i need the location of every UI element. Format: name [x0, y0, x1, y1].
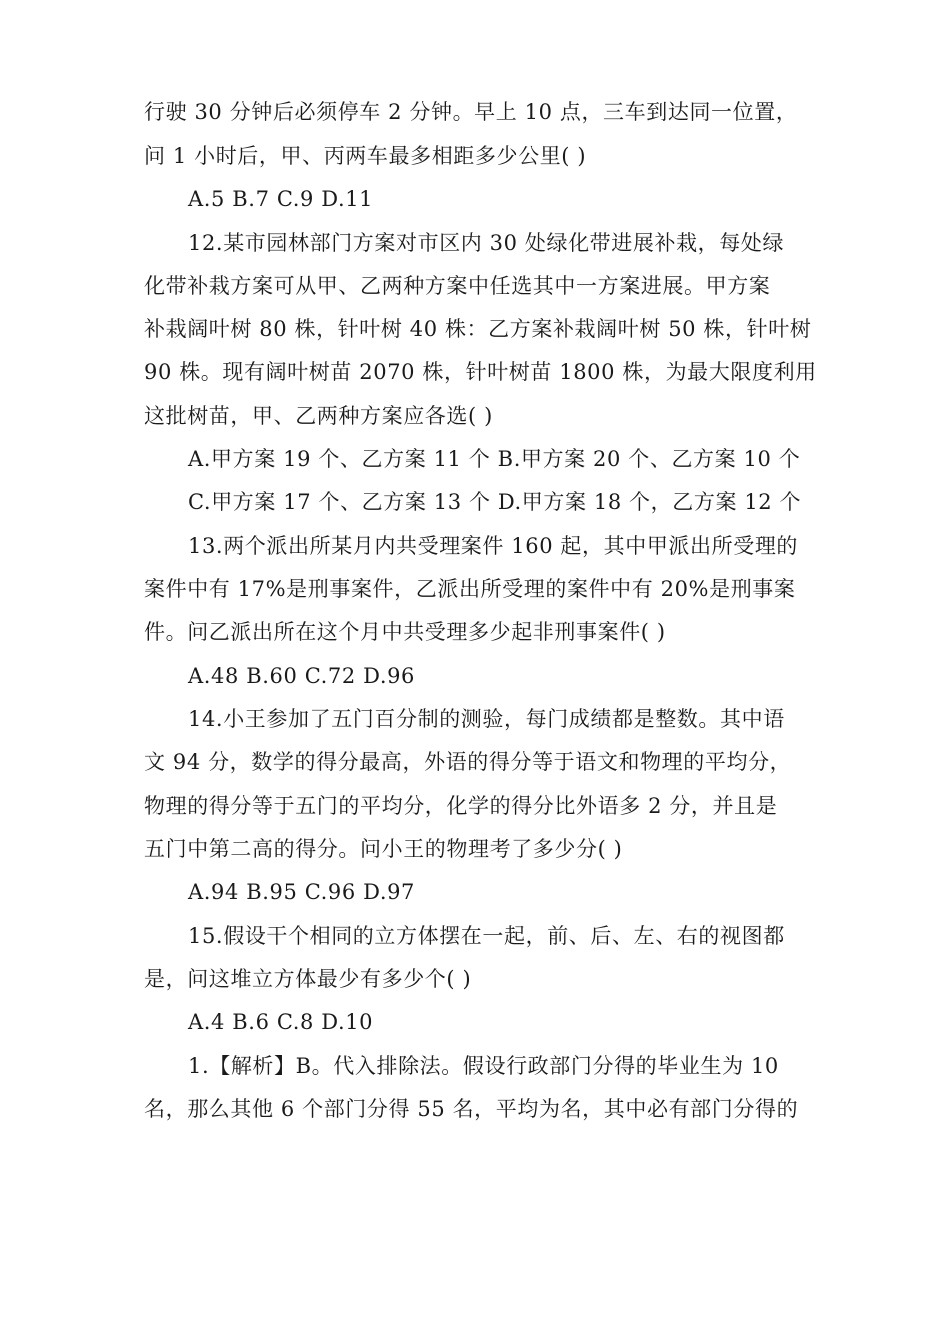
text-line: 问 1 小时后，甲、丙两车最多相距多少公里( )	[144, 144, 587, 168]
answer-options: A.94 B.95 C.96 D.97	[188, 880, 416, 904]
text-line: 是，问这堆立方体最少有多少个( )	[144, 967, 472, 991]
text-line: 补栽阔叶树 80 株，针叶树 40 株：乙方案补栽阔叶树 50 株，针叶树	[144, 317, 812, 341]
question-13-start: 13.两个派出所某月内共受理案件 160 起，其中甲派出所受理的	[188, 534, 799, 558]
text-line: 这批树苗，甲、乙两种方案应各选( )	[144, 404, 493, 428]
solution-1-start: 1.【解析】B。代入排除法。假设行政部门分得的毕业生为 10	[188, 1054, 779, 1078]
text-line: 行驶 30 分钟后必须停车 2 分钟。早上 10 点，三车到达同一位置，	[144, 100, 798, 124]
answer-options: C.甲方案 17 个、乙方案 13 个 D.甲方案 18 个，乙方案 12 个	[188, 490, 802, 514]
answer-options: A.4 B.6 C.8 D.10	[188, 1010, 374, 1034]
answer-options: A.5 B.7 C.9 D.11	[188, 187, 374, 211]
question-15-start: 15.假设干个相同的立方体摆在一起，前、后、左、右的视图都	[188, 924, 785, 948]
question-12-start: 12.某市园林部门方案对市区内 30 处绿化带进展补栽，每处绿	[188, 231, 785, 255]
text-line: 案件中有 17%是刑事案件，乙派出所受理的案件中有 20%是刑事案	[144, 577, 796, 601]
text-line: 90 株。现有阔叶树苗 2070 株，针叶树苗 1800 株，为最大限度利用	[144, 360, 817, 384]
text-line: 名，那么其他 6 个部门分得 55 名，平均为名，其中必有部门分得的	[144, 1097, 799, 1121]
text-line: 件。问乙派出所在这个月中共受理多少起非刑事案件( )	[144, 620, 666, 644]
question-14-start: 14.小王参加了五门百分制的测验，每门成绩都是整数。其中语	[188, 707, 785, 731]
text-line: 文 94 分，数学的得分最高，外语的得分等于语文和物理的平均分，	[144, 750, 792, 774]
answer-options: A.甲方案 19 个、乙方案 11 个 B.甲方案 20 个、乙方案 10 个	[188, 447, 801, 471]
text-line: 五门中第二高的得分。问小王的物理考了多少分( )	[144, 837, 623, 861]
text-line: 物理的得分等于五门的平均分，化学的得分比外语多 2 分，并且是	[144, 794, 778, 818]
text-line: 化带补栽方案可从甲、乙两种方案中任选其中一方案进展。甲方案	[144, 274, 771, 298]
answer-options: A.48 B.60 C.72 D.96	[188, 664, 416, 688]
